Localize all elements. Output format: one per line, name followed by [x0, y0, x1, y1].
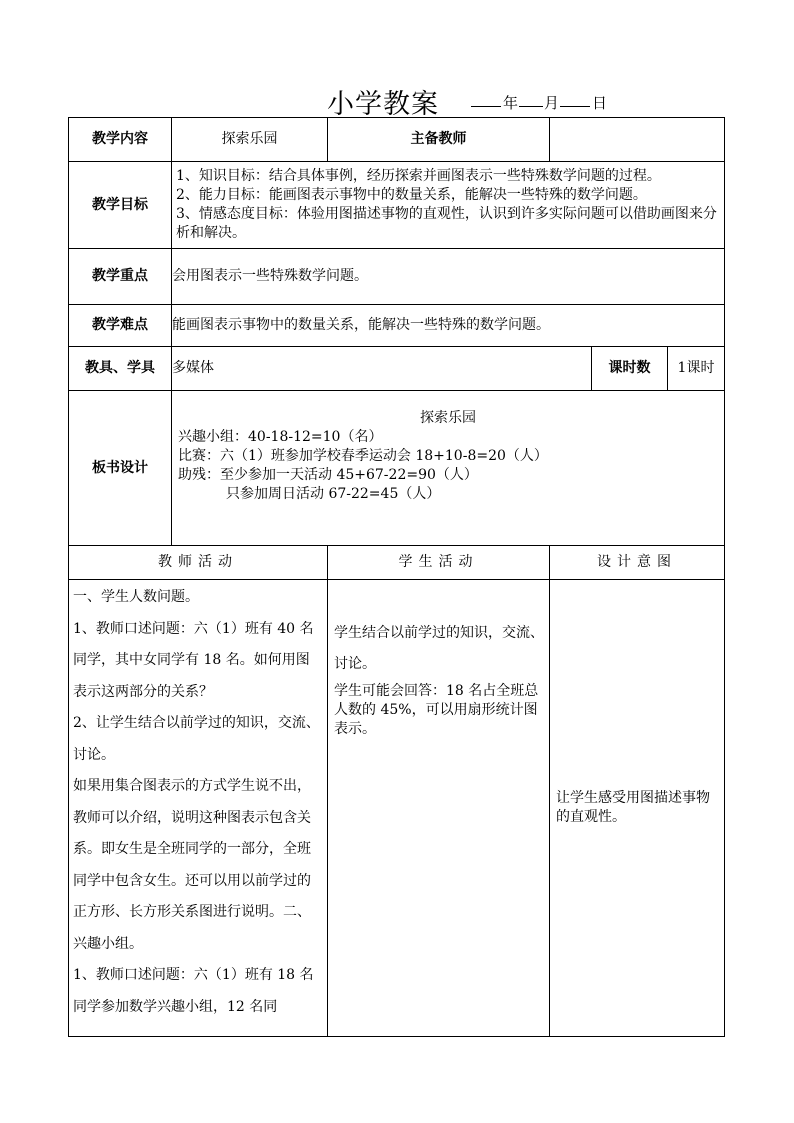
title-row	[0, 80, 794, 120]
content-label: 教学内容	[69, 118, 172, 162]
board-line-competition: 比赛：六（1）班参加学校春季运动会 18+10-8=20（人）	[178, 448, 548, 464]
design-intent-header: 设计意图	[550, 546, 725, 580]
content-value: 探索乐园	[172, 118, 328, 162]
student-answer: 学生可能会回答：18 名占全班总人数的 45%，可以用扇形统计图表示。	[334, 683, 539, 737]
key-label: 教学重点	[69, 249, 172, 305]
teacher-label: 主备教师	[328, 118, 550, 162]
board-title: 探索乐园	[420, 410, 476, 426]
board-design	[172, 391, 725, 546]
design-intent-text: 让学生感受用图描述事物的直观性。	[556, 790, 710, 825]
month-blank	[519, 106, 543, 107]
difficulty-value: 能画图表示事物中的数量关系，能解决一些特殊的数学问题。	[172, 305, 725, 347]
goal-ability: 2、能力目标：能画图表示事物中的数量关系，能解决一些特殊的数学问题。	[176, 187, 647, 203]
difficulty-row	[69, 305, 725, 347]
student-activity-header: 学生活动	[328, 546, 550, 580]
content-row	[69, 118, 725, 162]
design-intent	[550, 580, 725, 1037]
goal-attitude: 3、情感态度目标：体验用图描述事物的直观性，认识到许多实际问题可以借助画图来分析和解决。	[176, 206, 717, 241]
hours-value: 1课时	[668, 347, 725, 391]
date-month: 月	[544, 94, 560, 112]
teacher-activity	[69, 580, 328, 1037]
year-blank	[471, 106, 501, 107]
goals-label: 教学目标	[69, 162, 172, 249]
activity-header-row	[69, 546, 725, 580]
date-year: 年	[503, 94, 519, 112]
key-row	[69, 249, 725, 305]
teacher-value	[550, 118, 725, 162]
tools-label: 教具、学具	[69, 347, 172, 391]
day-blank	[560, 106, 590, 107]
student-discuss: 学生结合以前学过的知识，交流、讨论。	[334, 625, 544, 672]
date-day: 日	[592, 94, 608, 112]
teacher-step-intro: 一、学生人数问题。	[73, 589, 199, 605]
teacher-step-interest: 1、教师口述问题：六（1）班有 18 名同学参加数学兴趣小组，12 名同	[73, 967, 314, 1015]
teacher-step-1: 1、教师口述问题：六（1）班有 40 名同学，其中女同学有 18 名。如何用图表示这两部分的关系？	[73, 620, 314, 700]
goals-cell	[172, 162, 725, 249]
board-line-help: 助残：至少参加一天活动 45+67-22=90（人）	[178, 467, 478, 483]
teacher-step-2: 2、让学生结合以前学过的知识，交流、讨论。	[73, 715, 320, 763]
board-row	[69, 391, 725, 546]
board-line-sunday: 只参加周日活动 67-22=45（人）	[226, 486, 441, 502]
goals-row	[69, 162, 725, 249]
student-activity	[328, 580, 550, 1037]
hours-label: 课时数	[592, 347, 668, 391]
difficulty-label: 教学难点	[69, 305, 172, 347]
board-label: 板书设计	[69, 391, 172, 546]
board-line-interest: 兴趣小组：40-18-12=10（名）	[178, 429, 383, 445]
tools-value: 多媒体	[172, 347, 592, 391]
goal-knowledge: 1、知识目标：结合具体事例，经历探索并画图表示一些特殊数学问题的过程。	[176, 168, 661, 184]
activity-row	[69, 580, 725, 1037]
tools-row	[69, 347, 725, 391]
teacher-step-explain: 如果用集合图表示的方式学生说不出，教师可以介绍，说明这种图表示包含关系。即女生是全班同学的一部分，全班同学中包含女生。还可以用以前学过的正方形、长方形关系图进行说明。二、兴趣小组。	[73, 778, 311, 952]
lesson-plan-table	[68, 117, 725, 1037]
page-title: 小学教案	[327, 89, 439, 120]
teacher-activity-header: 教师活动	[69, 546, 328, 580]
key-value: 会用图表示一些特殊数学问题。	[172, 249, 725, 305]
